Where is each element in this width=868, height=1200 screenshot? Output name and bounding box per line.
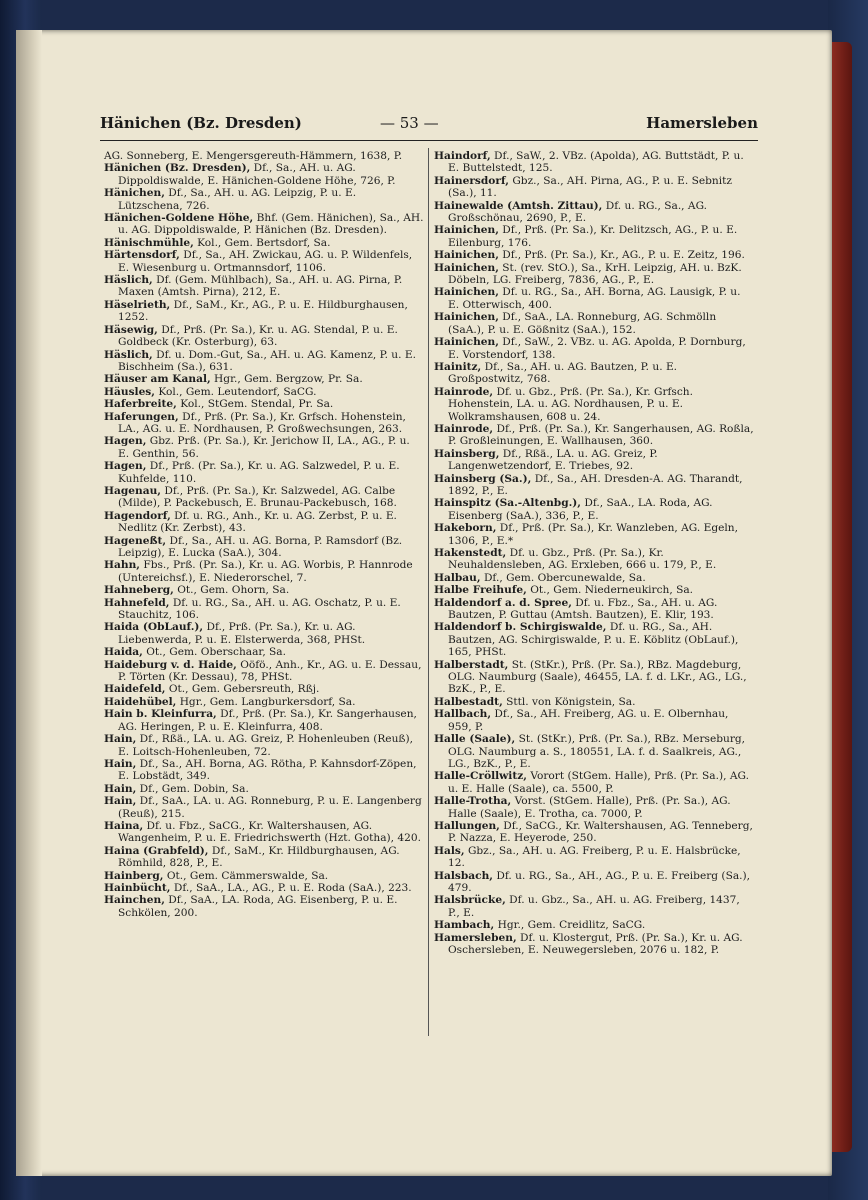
gazetteer-entry: [104, 249, 424, 274]
gazetteer-entry: [434, 919, 754, 931]
entry-headword: Hainitz,: [434, 360, 482, 373]
gazetteer-entry: [104, 324, 424, 349]
gazetteer-entry: [104, 373, 424, 385]
gazetteer-entry: [434, 621, 754, 658]
entry-headword: Halle-Cröllwitz,: [434, 770, 527, 783]
entry-text: Df., SaA., LA. Roda, AG. Eisenberg, P. u. E. Schkölen, 200.: [118, 894, 398, 919]
gazetteer-entry: [104, 708, 424, 733]
entry-headword: Hain,: [104, 757, 137, 770]
entry-headword: Häsewig,: [104, 323, 158, 336]
gazetteer-entry: [434, 547, 754, 572]
gazetteer-entry: [434, 262, 754, 287]
entry-headword: Hainichen,: [434, 286, 499, 299]
gazetteer-entry: [434, 894, 754, 919]
gazetteer-entry: [434, 870, 754, 895]
entry-headword: Haideburg v. d. Haide,: [104, 658, 237, 671]
entry-text: Df., Sa., AH. u. AG. Dippoldiswalde, E. Hänichen-Goldene Höhe, 726, P.: [118, 162, 396, 187]
entry-headword: Hagen,: [104, 435, 147, 448]
gazetteer-entry: [104, 535, 424, 560]
entry-headword: Hainsberg (Sa.),: [434, 472, 532, 485]
gazetteer-entry: [104, 299, 424, 324]
gazetteer-entry: [434, 597, 754, 622]
entry-headword: Haldendorf a. d. Spree,: [434, 596, 572, 609]
gazetteer-entry: [104, 485, 424, 510]
gazetteer-entry: [104, 187, 424, 212]
entry-headword: Haferungen,: [104, 410, 179, 423]
entry-headword: Hainichen,: [434, 311, 499, 324]
gazetteer-entry: [434, 845, 754, 870]
gazetteer-entry: [104, 349, 424, 374]
entry-headword: Hainewalde (Amtsh. Zittau),: [434, 199, 603, 212]
entry-headword: Hain,: [104, 733, 137, 746]
gazetteer-entry: [104, 398, 424, 410]
entry-headword: Häslich,: [104, 348, 153, 361]
entry-headword: Hain b. Kleinfurra,: [104, 708, 217, 721]
entry-headword: Hals,: [434, 844, 465, 857]
entry-text: Df., Sa., AH. u. AG. Borna, P. Ramsdorf (Bz. Leipzig), E. Lucka (SaA.), 304.: [118, 534, 403, 559]
entry-text: Hgr., Gem. Creidlitz, SaCG.: [497, 919, 646, 932]
entry-headword: Haida (ObLauf.),: [104, 621, 204, 634]
gazetteer-entry: [104, 894, 424, 919]
gazetteer-entry: [104, 659, 424, 684]
entry-headword: Hahneberg,: [104, 584, 174, 597]
entry-text: Df., Prß. (Pr. Sa.), Kr. u. AG. Liebenwerda, P. u. E. Elsterwerda, 368, PHSt.: [118, 621, 366, 646]
gazetteer-entry: [104, 882, 424, 894]
entry-text: Ot., Gem. Cämmerswalde, Sa.: [166, 869, 329, 882]
entry-headword: Haldendorf b. Schirgiswalde,: [434, 621, 607, 634]
entry-text: Ot., Gem. Niederneukirch, Sa.: [530, 584, 694, 597]
entry-headword: Härtensdorf,: [104, 249, 180, 262]
entry-text: Df. u. RG., Anh., Kr. u. AG. Zerbst, P. u. E. Nedlitz (Kr. Zerbst), 43.: [118, 509, 397, 535]
entry-text: Df. u. RG., Sa., AH., AG., P. u. E. Freiberg (Sa.), 479.: [448, 869, 751, 894]
entry-text: Hgr., Gem. Bergzow, Pr. Sa.: [214, 373, 363, 386]
entry-text: Df. u. Fbz., SaCG., Kr. Waltershausen, AG. Wangenheim, P. u. E. Friedrichswerth (Hzt. Gotha), 420.: [118, 819, 421, 845]
entry-headword: Hänichen-Goldene Höhe,: [104, 212, 254, 225]
entry-text: Ot., Gem. Ohorn, Sa.: [177, 584, 290, 597]
gazetteer-entry: [434, 361, 754, 386]
gazetteer-entry: [434, 696, 754, 708]
gazetteer-entry: [104, 683, 424, 695]
gazetteer-entry: [434, 249, 754, 261]
gazetteer-entry: [434, 708, 754, 733]
entry-headword: Halbestadt,: [434, 695, 503, 708]
entry-headword: Hainbücht,: [104, 881, 171, 894]
entry-text: Df., SaA., LA. Roda, AG. Eisenberg (SaA.), 336, P., E.: [448, 497, 713, 522]
entry-text: Df., SaM., Kr., AG., P. u. E. Hildburghausen, 1252.: [118, 298, 408, 324]
entry-headword: Hain,: [104, 782, 137, 795]
entry-headword: Halle-Trotha,: [434, 795, 512, 808]
entry-text: Df., SaA., LA., AG., P. u. E. Roda (SaA.), 223.: [173, 881, 412, 894]
gazetteer-entry: [434, 200, 754, 225]
gazetteer-entry: [434, 572, 754, 584]
gazetteer-entry: [434, 522, 754, 547]
entry-text: Df., SaA., LA. Ronneburg, AG. Schmölln (SaA.), P. u. E. Gößnitz (SaA.), 152.: [448, 311, 717, 336]
page-fold-shadow: [16, 30, 42, 1176]
entry-text: Df., Sa., AH. u. AG. Leipzig, P. u. E. Lützschena, 726.: [118, 187, 357, 212]
header-rule: [100, 140, 758, 141]
entry-headword: Hageneßt,: [104, 534, 167, 547]
gazetteer-entry: [104, 386, 424, 398]
entry-headword: Hainichen,: [434, 261, 499, 274]
page-header: [100, 110, 758, 138]
gazetteer-entry: [434, 386, 754, 423]
entry-headword: Hambach,: [434, 919, 495, 932]
gazetteer-entry: [104, 733, 424, 758]
gazetteer-entry: [434, 311, 754, 336]
entry-text: Df., SaW., 2. VBz. (Apolda), AG. Buttstädt, P. u. E. Buttelstedt, 125.: [448, 150, 744, 175]
entry-text: Hgr., Gem. Langburkersdorf, Sa.: [179, 695, 356, 708]
entry-headword: Hamersleben,: [434, 931, 517, 944]
entry-headword: Hagenau,: [104, 484, 161, 497]
entry-headword: Hain,: [104, 795, 137, 808]
entry-text: Df. u. RG., Sa., AH. u. AG. Oschatz, P. u. E. Stauchitz, 106.: [118, 596, 401, 622]
entry-headword: Hainspitz (Sa.-Altenbg.),: [434, 497, 581, 510]
gazetteer-entry: [104, 212, 424, 237]
entry-headword: Hänichen (Bz. Dresden),: [104, 162, 251, 175]
gazetteer-entry: [104, 237, 424, 249]
entry-text: Bhf. (Gem. Hänichen), Sa., AH. u. AG. Dippoldiswalde, P. Hänichen (Bz. Dresden).: [118, 212, 424, 237]
gazetteer-entry: [104, 845, 424, 870]
entry-headword: Halberstadt,: [434, 658, 509, 671]
entry-text: AG. Sonneberg, E. Mengersgereuth-Hämmern, 1638, P.: [104, 150, 403, 162]
entry-text: Df., Prß. (Pr. Sa.), Kr. u. AG. Salzwedel, P. u. E. Kuhfelde, 110.: [118, 460, 400, 485]
entry-text: St. (StKr.), Prß. (Pr. Sa.), RBz. Merseburg, OLG. Naumburg a. S., 180551, LA. f. d. Saalkreis, AG., LG., BzK., P., E.: [448, 733, 746, 770]
entry-headword: Hainrode,: [434, 385, 494, 398]
entry-text: Vorort (StGem. Halle), Prß. (Pr. Sa.), AG. u. E. Halle (Saale), ca. 5500, P.: [448, 770, 749, 795]
gazetteer-entry: [434, 497, 754, 522]
entry-text: Df., Rßä., LA. u. AG. Greiz, P. Hohenleuben (Reuß), E. Loitsch-Hohenleuben, 72.: [118, 733, 413, 758]
entry-headword: Halbau,: [434, 571, 481, 584]
entry-text: Gbz., Sa., AH. u. AG. Freiberg, P. u. E. Halsbrücke, 12.: [448, 844, 741, 870]
entry-text: Df. u. Gbz., Prß. (Pr. Sa.), Kr. Neuhaldensleben, AG. Erxleben, 666 u. 179, P., E.: [448, 547, 717, 572]
entry-text: Oöfö., Anh., Kr., AG. u. E. Dessau, P. Törten (Kr. Dessau), 78, PHSt.: [118, 658, 422, 684]
entry-text: Sttl. von Königstein, Sa.: [506, 695, 636, 708]
entry-text: St. (StKr.), Prß. (Pr. Sa.), RBz. Magdeburg, OLG. Naumburg (Saale), 46455, LA. f. d. LKr., AG., LG., BzK., P., E.: [448, 658, 747, 696]
gazetteer-entry: [434, 473, 754, 498]
entry-text: Df. u. Gbz., Sa., AH. u. AG. Freiberg, 1437, P., E.: [448, 894, 740, 919]
gazetteer-entry: [434, 733, 754, 770]
entry-headword: Häslich,: [104, 274, 153, 287]
entry-headword: Hagendorf,: [104, 509, 171, 522]
gazetteer-entry: [434, 770, 754, 795]
entry-text: Vorst. (StGem. Halle), Prß. (Pr. Sa.), AG. Halle (Saale), E. Trotha, ca. 7000, P.: [448, 795, 731, 820]
entry-headword: Hahn,: [104, 559, 140, 572]
gazetteer-entry: [434, 932, 754, 957]
entry-text: Df. u. Klostergut, Prß. (Pr. Sa.), Kr. u. AG. Oschersleben, E. Neuwegersleben, 2076 u. 182, P.: [448, 931, 743, 956]
running-head-left: Hänichen (Bz. Dresden): [100, 114, 302, 132]
entry-headword: Hallungen,: [434, 819, 500, 832]
entry-text: Df., Gem. Dobin, Sa.: [139, 782, 249, 795]
gazetteer-entry: [104, 820, 424, 845]
entry-headword: Hainsberg,: [434, 447, 500, 460]
entry-text: Kol., StGem. Stendal, Pr. Sa.: [180, 398, 334, 411]
entry-text: Df. u. RG., Sa., AG. Großschönau, 2690, P., E.: [448, 199, 708, 225]
entry-text: Df., SaCG., Kr. Waltershausen, AG. Tenneberg, P. Nazza, E. Heyerode, 250.: [448, 819, 753, 845]
entry-headword: Haferbreite,: [104, 398, 177, 411]
entry-headword: Halle (Saale),: [434, 733, 516, 746]
entry-headword: Hänischmühle,: [104, 236, 194, 249]
gazetteer-entry: [104, 274, 424, 299]
entry-text: Df., Sa., AH. Zwickau, AG. u. P. Wildenfels, E. Wiesenburg u. Ortmannsdorf, 1106.: [118, 249, 413, 274]
gazetteer-entry: [104, 621, 424, 646]
gazetteer-entry: [104, 646, 424, 658]
entry-headword: Hallbach,: [434, 708, 492, 721]
gazetteer-entry: [434, 336, 754, 361]
entry-headword: Hänichen,: [104, 187, 165, 200]
gazetteer-entry: [104, 795, 424, 820]
entry-text: Df., SaW., 2. VBz. u. AG. Apolda, P. Dornburg, E. Vorstendorf, 138.: [448, 336, 746, 361]
gazetteer-entry: [434, 659, 754, 696]
entry-text: Df., Prß. (Pr. Sa.), Kr. Sangerhausen, AG. Roßla, P. Großleinungen, E. Wallhausen, 360.: [448, 422, 754, 448]
entry-headword: Halbe Freihufe,: [434, 584, 527, 597]
entry-text: Df., Sa., AH. u. AG. Bautzen, P. u. E. Großpostwitz, 768.: [448, 360, 678, 386]
entry-text: Df., Prß. (Pr. Sa.), Kr. Grfsch. Hohenstein, LA., AG. u. E. Nordhausen, P. Großwechsungen, 263.: [118, 410, 406, 435]
gazetteer-entry: [104, 460, 424, 485]
gazetteer-entry: [104, 783, 424, 795]
entry-text: Fbs., Prß. (Pr. Sa.), Kr. u. AG. Worbis, P. Hannrode (Untereichsf.), E. Niederorschel, 7.: [118, 559, 413, 584]
page-number: — 53 —: [380, 114, 439, 132]
entry-text: Gbz., Sa., AH. Pirna, AG., P. u. E. Sebnitz (Sa.), 11.: [448, 174, 732, 200]
gazetteer-entry: [104, 150, 424, 162]
gazetteer-entry: [434, 150, 754, 175]
entry-headword: Hakenstedt,: [434, 547, 507, 559]
entry-text: Df., Prß. (Pr. Sa.), Kr. u. AG. Stendal, P. u. E. Goldbeck (Kr. Osterburg), 63.: [118, 323, 398, 349]
gazetteer-entry: [434, 820, 754, 845]
entry-text: Gbz. Prß. (Pr. Sa.), Kr. Jerichow II, LA., AG., P. u. E. Genthin, 56.: [118, 435, 410, 460]
gazetteer-entry: [434, 175, 754, 200]
gazetteer-entry: [434, 795, 754, 820]
entry-text: Df. u. Gbz., Prß. (Pr. Sa.), Kr. Grfsch. Hohenstein, LA. u. AG. Nordhausen, P. u. E. Wolkramshausen, 608 u. 24.: [448, 385, 693, 423]
entry-headword: Haina (Grabfeld),: [104, 844, 209, 857]
entry-headword: Hainchen,: [104, 894, 165, 907]
entry-text: Df., Prß. (Pr. Sa.), Kr. Salzwedel, AG. Calbe (Milde), P. Packebusch, E. Brunau-Packebusch, 168.: [118, 484, 397, 510]
entry-text: Ot., Gem. Gebersreuth, Rßj.: [168, 683, 320, 696]
entry-text: Df., Prß. (Pr. Sa.), Kr. Sangerhausen, AG. Heringen, P. u. E. Kleinfurra, 408.: [118, 708, 417, 733]
gazetteer-entry: [104, 162, 424, 187]
entry-headword: Hahnefeld,: [104, 596, 170, 609]
entry-text: Ot., Gem. Oberschaar, Sa.: [146, 646, 286, 659]
entry-text: Df., Gem. Obercunewalde, Sa.: [483, 571, 646, 584]
gazetteer-entry: [104, 411, 424, 436]
entry-text: Df. u. Dom.-Gut, Sa., AH. u. AG. Kamenz, P. u. E. Bischheim (Sa.), 631.: [118, 348, 416, 373]
running-head-right: Hamersleben: [646, 114, 758, 132]
gazetteer-entry: [104, 696, 424, 708]
entry-headword: Haina,: [104, 819, 144, 832]
entry-headword: Haindorf,: [434, 150, 491, 162]
entry-headword: Haidehübel,: [104, 695, 177, 708]
entry-text: Df., Prß. (Pr. Sa.), Kr. Delitzsch, AG., P. u. E. Eilenburg, 176.: [448, 224, 738, 249]
entry-text: Df., Prß. (Pr. Sa.), Kr., AG., P. u. E. Zeitz, 196.: [502, 249, 745, 262]
entry-text: Kol., Gem. Leutendorf, SaCG.: [158, 385, 317, 398]
entry-text: Df. u. RG., Sa., AH. Borna, AG. Lausigk, P. u. E. Otterwisch, 400.: [448, 286, 741, 311]
gazetteer-entry: [104, 510, 424, 535]
entry-headword: Häselrieth,: [104, 298, 171, 311]
entry-text: Df., Rßä., LA. u. AG. Greiz, P. Langenwetzendorf, E. Triebes, 92.: [448, 447, 658, 473]
entry-headword: Halsbach,: [434, 869, 493, 882]
entry-headword: Hagen,: [104, 460, 147, 473]
entry-text: Df., Sa., AH. Dresden-A. AG. Tharandt, 1892, P., E.: [448, 472, 743, 497]
entry-headword: Hainichen,: [434, 336, 499, 349]
entry-headword: Hakeborn,: [434, 522, 497, 535]
entry-headword: Hainberg,: [104, 869, 164, 882]
entry-text: Df., Sa., AH. Borna, AG. Rötha, P. Kahnsdorf-Zöpen, E. Lobstädt, 349.: [118, 757, 417, 783]
left-column: [104, 150, 424, 919]
column-divider: [428, 148, 429, 1036]
entry-text: Df., Sa., AH. Freiberg, AG. u. E. Olbernhau, 959, P.: [448, 708, 729, 733]
entry-headword: Halsbrücke,: [434, 894, 506, 907]
entry-text: Df. u. Fbz., Sa., AH. u. AG. Bautzen, P. Guttau (Amtsh. Bautzen), E. Klir, 193.: [448, 596, 718, 622]
entry-text: St. (rev. StO.), Sa., KrH. Leipzig, AH. u. BzK. Döbeln, LG. Freiberg, 7836, AG., P., E.: [448, 261, 742, 287]
entry-headword: Hainersdorf,: [434, 174, 509, 187]
gazetteer-entry: [434, 448, 754, 473]
entry-text: Kol., Gem. Bertsdorf, Sa.: [197, 236, 331, 249]
entry-headword: Häuser am Kanal,: [104, 373, 211, 386]
gazetteer-entry: [104, 758, 424, 783]
gazetteer-entry: [104, 435, 424, 460]
entry-text: Df. (Gem. Mühlbach), Sa., AH. u. AG. Pirna, P. Maxen (Amtsh. Pirna), 212, E.: [118, 274, 403, 299]
entry-headword: Hainichen,: [434, 249, 499, 262]
gazetteer-entry: [434, 286, 754, 311]
entry-text: Df. u. RG., Sa., AH. Bautzen, AG. Schirgiswalde, P. u. E. Köblitz (ObLauf.), 165, PHSt.: [448, 621, 739, 659]
gazetteer-entry: [104, 584, 424, 596]
gazetteer-entry: [434, 224, 754, 249]
gazetteer-entry: [104, 870, 424, 882]
entry-headword: Hainrode,: [434, 422, 494, 435]
right-column: [434, 150, 754, 956]
gazetteer-entry: [434, 423, 754, 448]
gazetteer-entry: [434, 584, 754, 596]
entry-headword: Haida,: [104, 646, 143, 659]
entry-headword: Hainichen,: [434, 224, 499, 237]
gazetteer-entry: [104, 559, 424, 584]
entry-text: Df., SaA., LA. u. AG. Ronneburg, P. u. E. Langenberg (Reuß), 215.: [118, 795, 422, 820]
entry-headword: Haidefeld,: [104, 683, 166, 696]
entry-text: Df., SaM., Kr. Hildburghausen, AG. Römhild, 828, P., E.: [118, 844, 400, 870]
entry-headword: Häusles,: [104, 385, 155, 398]
gazetteer-entry: [104, 597, 424, 622]
entry-text: Df., Prß. (Pr. Sa.), Kr. Wanzleben, AG. Egeln, 1306, P., E.*: [448, 522, 738, 547]
